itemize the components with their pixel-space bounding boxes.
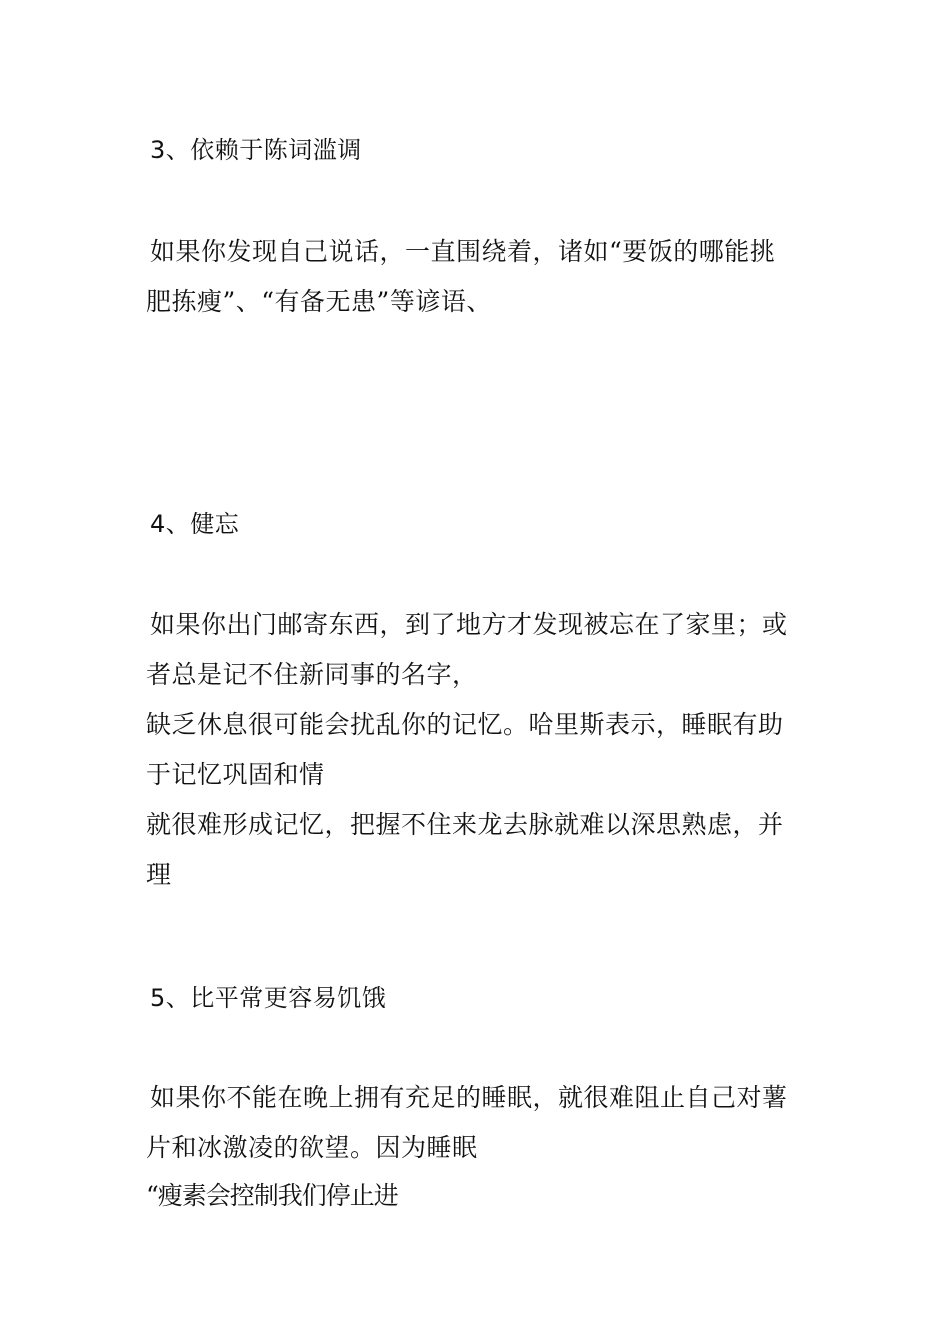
section-4-line-4: 于记忆巩固和情	[146, 760, 325, 789]
section-4-line-6: 理	[146, 860, 172, 889]
section-3-line-2: 肥拣瘦”、“有备无患”等谚语、	[146, 287, 492, 316]
section-3-heading: 3、依赖于陈词滥调	[150, 136, 362, 164]
section-4-line-1: 如果你出门邮寄东西，到了地方才发现被忘在了家里；或	[150, 610, 788, 639]
section-4-line-2: 者总是记不住新同事的名字，	[146, 660, 478, 689]
section-4-heading: 4、健忘	[150, 510, 240, 538]
section-5-line-2: 片和冰激凌的欲望。因为睡眠	[146, 1133, 478, 1162]
section-3-line-1: 如果你发现自己说话，一直围绕着，诸如“要饭的哪能挑	[150, 237, 776, 266]
section-5-heading: 5、比平常更容易饥饿	[150, 984, 387, 1012]
section-5-line-1: 如果你不能在晚上拥有充足的睡眠，就很难阻止自己对薯	[150, 1083, 788, 1112]
section-4-line-3: 缺乏休息很可能会扰乱你的记忆。哈里斯表示，睡眠有助	[146, 710, 784, 739]
section-4-line-5: 就很难形成记忆，把握不住来龙去脉就难以深思熟虑，并	[146, 810, 784, 839]
section-5-line-3: “瘦素会控制我们停止进	[146, 1181, 398, 1210]
